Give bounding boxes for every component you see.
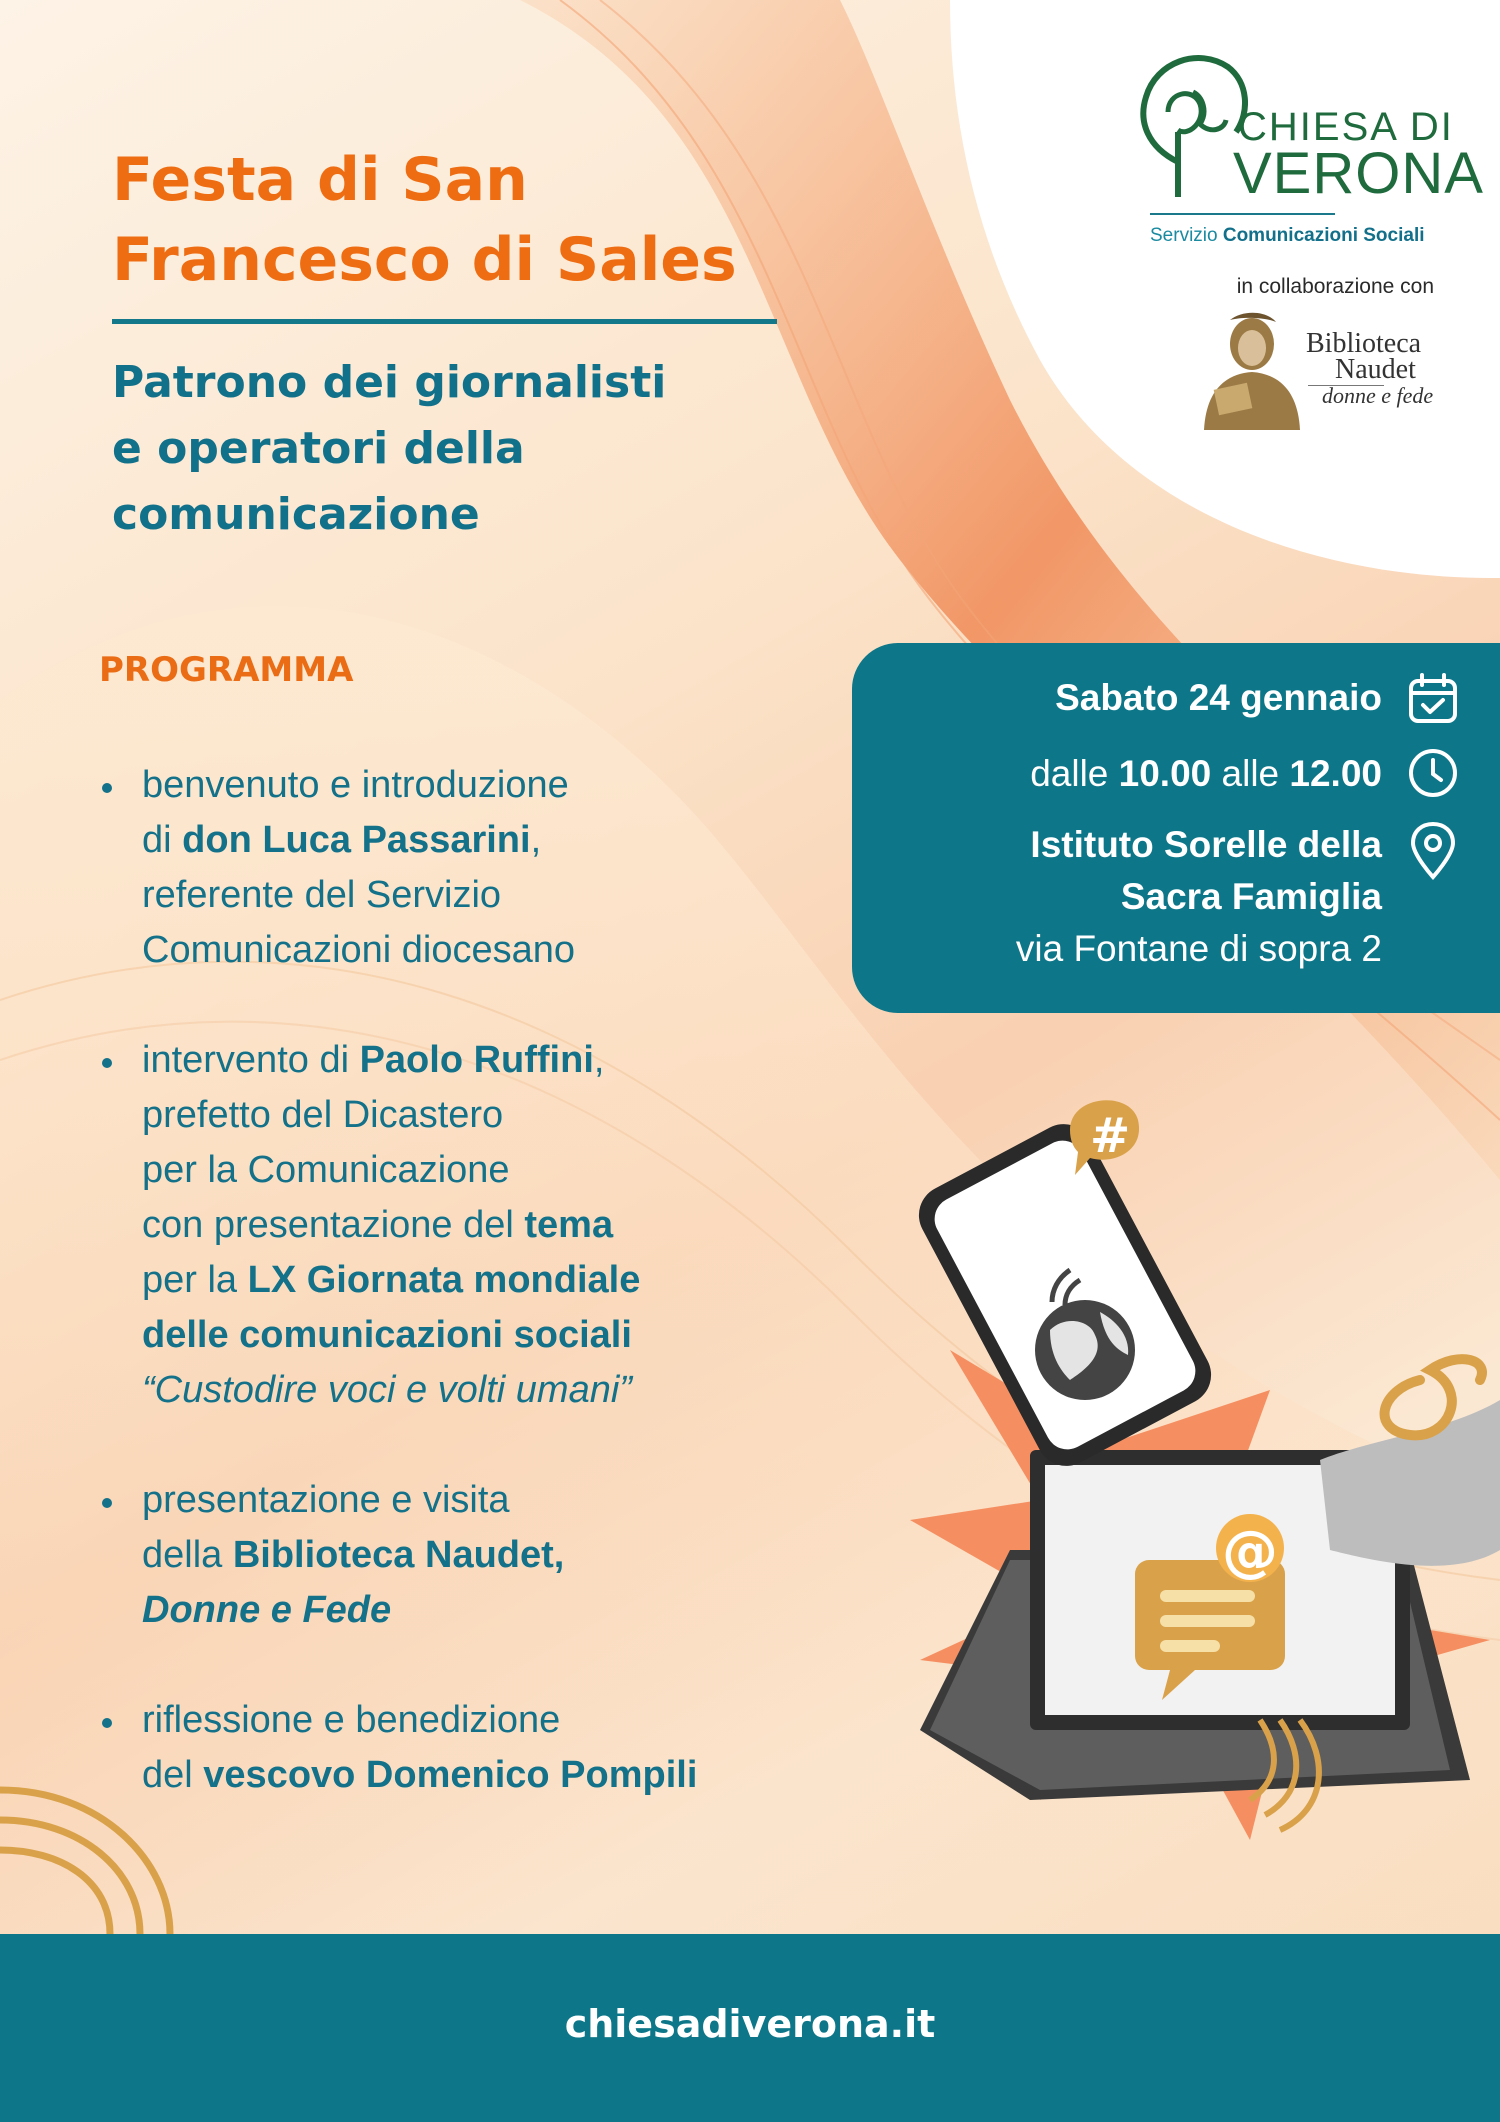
logo-verona-text: VERONA	[1233, 141, 1484, 206]
servizio-bold: Comunicazioni Sociali	[1222, 225, 1425, 246]
program-item-intervention	[100, 1033, 820, 1418]
item2-line4-prefix: con presentazione del	[142, 1204, 525, 1246]
event-date-text: Sabato 24 gennaio	[1055, 677, 1382, 718]
item4-bishop-name: vescovo Domenico Pompili	[203, 1754, 698, 1796]
venue-line2-text: Sacra Famiglia	[1120, 876, 1382, 917]
program-item-blessing	[100, 1693, 820, 1803]
phone-and-laptop-illustration	[890, 1080, 1500, 1870]
item2-line1-suffix: ,	[593, 1039, 605, 1081]
clock-icon	[1407, 747, 1459, 799]
logo-chiesa-di-text: CHIESA DI	[1238, 105, 1454, 149]
event-date	[1055, 677, 1382, 719]
website-link[interactable]: chiesadiverona.it	[564, 2002, 936, 2046]
event-venue-line-1	[1030, 824, 1382, 866]
item2-giornata: LX Giornata mondiale	[247, 1259, 641, 1301]
footer	[0, 1934, 1500, 2122]
item2-line5-prefix: per la	[142, 1259, 248, 1301]
item1-line2-suffix: ,	[530, 819, 542, 861]
event-address: via Fontane di sopra 2	[1015, 928, 1382, 969]
item2-theme-title: “Custodire voci e volti umani”	[142, 1369, 632, 1411]
item1-speaker-name: don Luca Passarini	[182, 819, 531, 861]
location-pin-icon	[1407, 821, 1459, 881]
item1-line1: benvenuto e introduzione	[142, 764, 569, 806]
time-prefix: dalle	[1030, 753, 1119, 794]
chiesa-di-verona-logo-icon	[1138, 42, 1248, 197]
item2-line3: per la Comunicazione	[142, 1149, 510, 1191]
item1-line3: referente del Servizio	[142, 874, 502, 916]
subtitle	[112, 350, 752, 548]
time-middle: alle	[1211, 753, 1290, 794]
program-item-welcome	[100, 758, 820, 978]
logo-servizio-text	[1150, 225, 1425, 247]
naudet-text: Naudet	[1335, 354, 1416, 385]
hashtag-symbol: #	[1090, 1108, 1131, 1164]
event-venue-line-2	[1121, 876, 1382, 918]
item3-biblioteca: Biblioteca Naudet,	[232, 1534, 565, 1576]
page-title	[112, 140, 812, 300]
item3-donne-e-fede: Donne e Fede	[142, 1589, 392, 1631]
item2-comunicazioni: delle comunicazioni sociali	[142, 1314, 632, 1356]
title-line-1: Festa di San	[112, 145, 528, 215]
program-list	[100, 758, 820, 1858]
item4-line1: riflessione e benedizione	[142, 1699, 561, 1741]
venue-line1-text: Istituto Sorelle della	[1030, 824, 1382, 865]
servizio-prefix: Servizio	[1150, 225, 1218, 246]
item3-line2-prefix: della	[142, 1534, 233, 1576]
program-item-library-visit	[100, 1473, 820, 1638]
programma-heading: PROGRAMMA	[99, 650, 354, 690]
biblioteca-text: Biblioteca	[1306, 328, 1422, 359]
item1-line4: Comunicazioni diocesano	[142, 929, 576, 971]
biblioteca-naudet-logo-icon	[1194, 312, 1304, 430]
title-line-2: Francesco di Sales	[112, 225, 737, 295]
calendar-icon	[1407, 673, 1459, 725]
time-end: 12.00	[1289, 753, 1382, 794]
title-divider	[112, 319, 777, 324]
logo-divider	[1150, 213, 1335, 215]
item3-line1: presentazione e visita	[142, 1479, 510, 1521]
item4-line2-prefix: del	[142, 1754, 204, 1796]
subtitle-line-1: Patrono dei giornalisti	[112, 357, 667, 408]
item1-line2-prefix: di	[142, 819, 183, 861]
item2-line2: prefetto del Dicastero	[142, 1094, 504, 1136]
item2-tema: tema	[524, 1204, 614, 1246]
collaboration-text: in collaborazione con	[1236, 275, 1434, 298]
item2-line1-prefix: intervento di	[142, 1039, 360, 1081]
time-start: 10.00	[1118, 753, 1212, 794]
subtitle-line-2: e operatori della	[112, 423, 525, 474]
event-time	[1030, 753, 1382, 795]
event-info-box	[852, 643, 1500, 1013]
item2-speaker-name: Paolo Ruffini	[359, 1039, 594, 1081]
subtitle-line-3: comunicazione	[112, 489, 480, 540]
at-symbol: @	[1222, 1519, 1278, 1584]
logo-area	[950, 0, 1500, 580]
donne-e-fede-text: donne e fede	[1322, 383, 1434, 408]
